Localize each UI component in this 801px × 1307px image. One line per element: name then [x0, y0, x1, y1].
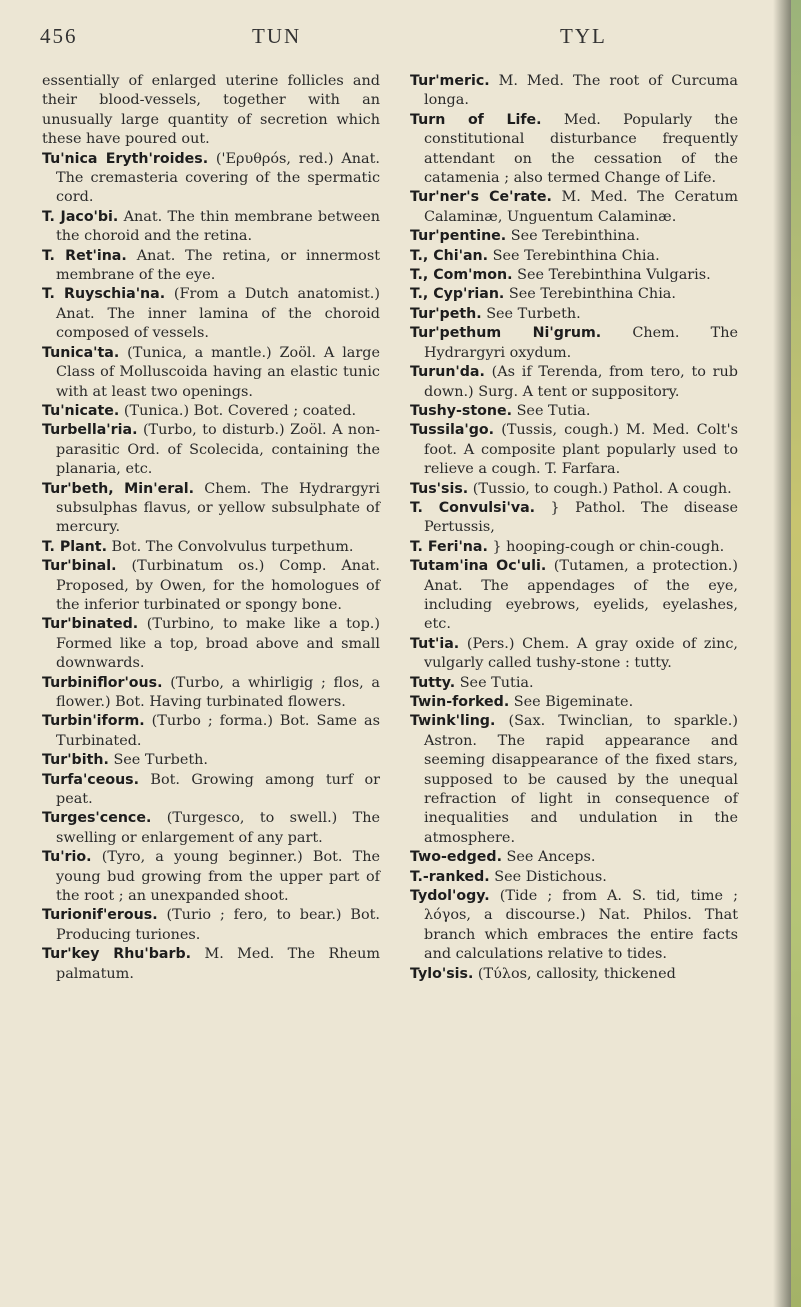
entry-definition: See Tutia.	[459, 674, 534, 691]
dictionary-entry	[42, 402, 380, 421]
dictionary-entry	[42, 421, 380, 479]
dictionary-entry	[42, 150, 380, 208]
dictionary-entry	[410, 188, 738, 227]
dictionary-entry	[410, 72, 738, 111]
book-edge	[791, 0, 801, 1307]
entry-definition: (Turbino, to make like a top.) Formed like a top, broad above and small downwards.	[56, 616, 380, 672]
entry-headword: Tur'peth.	[410, 305, 482, 322]
entry-headword: Tur'binal.	[42, 558, 117, 575]
dictionary-entry	[410, 693, 738, 712]
dictionary-entry	[42, 751, 380, 770]
entry-definition: (Turio ; fero, to bear.) Bot. Producing turiones.	[56, 907, 380, 943]
entry-headword: T. Ret'ina.	[42, 247, 127, 264]
entry-headword: T. Plant.	[42, 538, 107, 555]
dictionary-entry	[42, 72, 380, 150]
entry-definition: Med. Popularly the constitutional disturbance frequently attendant on the cessation of the catamenia ; also termed Change of Life.	[424, 111, 739, 187]
entry-headword: T. Feri'na.	[410, 538, 488, 555]
entry-definition: See Terebinthina Chia.	[492, 247, 660, 264]
entry-headword: Turionif'erous.	[42, 907, 158, 924]
dictionary-entry	[410, 111, 738, 189]
entry-headword: Tut'ia.	[410, 635, 460, 652]
dictionary-entry	[42, 674, 380, 713]
entry-headword: Tur'key Rhu'barb.	[42, 946, 192, 963]
entry-headword: Twink'ling.	[410, 713, 496, 730]
entry-definition: (Τύλοs, callosity, thickened	[477, 965, 676, 982]
entry-definition: See Anceps.	[506, 849, 596, 866]
entry-headword: Tutam'ina Oc'uli.	[410, 558, 547, 575]
entry-definition: (Turbinatum os.) Comp. Anat. Proposed, by Owen, for the homologues of the inferior turbinated or spongy bone.	[56, 558, 381, 613]
entry-definition: Bot. The Convolvulus turpethum.	[111, 538, 354, 555]
entry-definition: (Tutamen, a protection.) Anat. The appendages of the eye, including eyebrows, eyelids, eyelashes, etc.	[424, 558, 738, 633]
entry-definition: See Terebinthina Vulgaris.	[517, 267, 711, 284]
entry-headword: Tur'ner's Ce'rate.	[410, 189, 552, 206]
entry-headword: Turbin'iform.	[42, 713, 145, 730]
entry-headword: T. Convulsi'va.	[410, 499, 536, 516]
entry-definition: (Tunica.) Bot. Covered ; coated.	[123, 402, 357, 419]
entry-definition: Anat. The thin membrane between the choroid and the retina.	[56, 208, 380, 245]
dictionary-entry	[410, 247, 738, 266]
dictionary-entry	[42, 208, 380, 247]
dictionary-entry	[42, 809, 380, 848]
entry-definition: Chem. The Hydrargyri subsulphas flavus, or yellow subsulphate of mercury.	[56, 480, 381, 536]
entry-definition: (Turgesco, to swell.) The swelling or enlargement of any part.	[56, 810, 381, 846]
entry-definition: (Turbo ; forma.) Bot. Same as Turbinated.	[56, 713, 381, 749]
entry-headword: T. Ruyschia'na.	[42, 286, 166, 303]
entry-headword: Tur'beth, Min'eral.	[42, 480, 195, 497]
dictionary-entry	[410, 285, 738, 304]
entry-definition: M. Med. The Ceratum Calaminæ, Unguentum Calaminæ.	[424, 189, 739, 225]
dictionary-entry	[410, 480, 738, 499]
dictionary-entry	[42, 285, 380, 343]
dictionary-entry	[410, 227, 738, 246]
entry-definition: See Turbeth.	[113, 752, 209, 769]
dictionary-entry	[410, 421, 738, 479]
entry-definition: (Tyro, a young beginner.) Bot. The young bud growing from the upper part of the root ; an unexpanded shoot.	[56, 849, 381, 905]
entry-headword: Tushy-stone.	[410, 402, 512, 419]
entry-headword: Tutty.	[410, 674, 456, 691]
entry-definition: See Terebinthina.	[510, 228, 640, 245]
dictionary-entry	[410, 266, 738, 285]
entry-definition: } hooping-cough or chin-cough.	[492, 538, 725, 555]
dictionary-entry	[42, 344, 380, 402]
dictionary-entry	[42, 615, 380, 673]
dictionary-entry	[42, 712, 380, 751]
dictionary-entry	[42, 247, 380, 286]
entry-headword: T., Com'mon.	[410, 267, 513, 284]
entry-headword: Turn of Life.	[410, 111, 542, 128]
entry-definition: Bot. Growing among turf or peat.	[56, 771, 380, 808]
dictionary-entry	[42, 538, 380, 557]
entry-definition: See Terebinthina Chia.	[508, 286, 676, 303]
entry-headword: Tur'binated.	[42, 616, 139, 633]
entry-definition: Chem. The Hydrargyri oxydum.	[424, 325, 738, 361]
entry-headword: Tu'nicate.	[42, 402, 120, 419]
dictionary-entry	[410, 499, 738, 538]
entry-headword: Tydol'ogy.	[410, 888, 490, 905]
entry-definition: } Pathol. The disease Pertussis,	[424, 499, 739, 536]
entry-headword: Two-edged.	[410, 849, 502, 866]
entry-headword: Turbiniflor'ous.	[42, 674, 163, 691]
entry-headword: Tur'meric.	[410, 73, 490, 89]
entry-headword: Tunica'ta.	[42, 344, 120, 361]
dictionary-entry	[410, 674, 738, 693]
dictionary-entry	[410, 965, 738, 984]
entry-headword: T. Jaco'bi.	[42, 208, 119, 225]
right-running-head: TYL	[560, 24, 607, 48]
entry-headword: Tur'pentine.	[410, 228, 507, 245]
entry-definition: (Pers.) Chem. A gray oxide of zinc, vulgarly called tushy-stone : tutty.	[424, 635, 738, 672]
entry-headword: Tussila'go.	[410, 422, 495, 439]
entry-definition: (Turbo, to disturb.) Zoöl. A non-parasitic Ord. of Scolecida, containing the planaria, etc.	[56, 422, 380, 478]
dictionary-entry	[410, 557, 738, 635]
entry-headword: T.-ranked.	[410, 868, 490, 885]
dictionary-entry	[42, 945, 380, 984]
dictionary-entry	[410, 305, 738, 324]
left-running-head: TUN	[252, 24, 302, 48]
entry-definition: (Tussis, cough.) M. Med. Colt's foot. A composite plant popularly used to relieve a cough. T. Farfara.	[424, 422, 738, 478]
dictionary-entry	[42, 557, 380, 615]
entry-headword: Turbella'ria.	[42, 422, 138, 439]
entry-definition: See Turbeth.	[486, 305, 581, 322]
entry-definition: See Bigeminate.	[513, 694, 634, 710]
entry-definition: ('Ερυθρόs, red.) Anat. The cremasteria covering of the spermatic cord.	[56, 150, 380, 206]
entry-definition: Anat. The retina, or innermost membrane of the eye.	[56, 247, 381, 284]
entry-definition: (Tide ; from A. S. tid, time ; λόγοs, a discourse.) Nat. Philos. That branch which embraces the entire facts and calculations relative to tides.	[424, 888, 738, 963]
entry-definition: (Tussio, to cough.) Pathol. A cough.	[472, 480, 732, 497]
dictionary-entry	[410, 635, 738, 674]
entry-headword: Tylo'sis.	[410, 965, 474, 982]
left-column	[42, 72, 380, 984]
page-header	[40, 24, 741, 64]
dictionary-entry	[42, 906, 380, 945]
dictionary-entry	[410, 887, 738, 965]
entry-definition: See Distichous.	[494, 868, 607, 885]
dictionary-entry	[42, 771, 380, 810]
entry-headword: Tu'rio.	[42, 849, 92, 866]
entry-headword: Turun'da.	[410, 364, 485, 381]
entry-headword: Turfa'ceous.	[42, 771, 140, 788]
entry-definition: (As if Terenda, from tero, to rub down.) Surg. A tent or suppository.	[424, 364, 738, 400]
entry-definition: (Tunica, a mantle.) Zoöl. A large Class of Molluscoida having an elastic tunic with at least two openings.	[56, 344, 380, 400]
entry-definition: M. Med. The Rheum palmatum.	[56, 946, 380, 982]
entry-definition: (Turbo, a whirligig ; flos, a flower.) Bot. Having turbinated flowers.	[56, 674, 380, 710]
entry-headword: T., Chi'an.	[410, 247, 489, 264]
dictionary-entry	[42, 848, 380, 906]
entry-headword: Twin-forked.	[410, 694, 510, 710]
entry-definition: essentially of enlarged uterine follicles and their blood-vessels, together with an unusually large quantity of secretion which these have poured out.	[42, 73, 380, 148]
entry-headword: Tus'sis.	[410, 480, 469, 497]
entry-headword: Turges'cence.	[42, 810, 152, 827]
dictionary-entry	[410, 363, 738, 402]
dictionary-entry	[42, 480, 380, 538]
entry-definition: (From a Dutch anatomist.) Anat. The inner lamina of the choroid composed of vessels.	[56, 286, 380, 342]
page-number: 456	[40, 24, 78, 48]
dictionary-entry	[410, 868, 738, 887]
entry-headword: T., Cyp'rian.	[410, 286, 505, 303]
entry-headword: Tur'pethum Ni'grum.	[410, 325, 602, 342]
dictionary-entry	[410, 848, 738, 867]
dictionary-entry	[410, 402, 738, 421]
right-column	[410, 72, 738, 984]
entry-definition: (Sax. Twinclian, to sparkle.) Astron. The rapid appearance and seeming disappearance of the fixed stars, supposed to be caused by the unequal refraction of light in consequence of inequalities and undulation in the atmosphere.	[424, 713, 738, 846]
entry-headword: Tu'nica Eryth'roides.	[42, 150, 209, 167]
dictionary-entry	[410, 324, 738, 363]
dictionary-entry	[410, 712, 738, 848]
entry-definition: M. Med. The root of Curcuma longa.	[424, 73, 739, 109]
dictionary-entry	[410, 538, 738, 557]
entry-definition: See Tutia.	[516, 402, 591, 419]
entry-headword: Tur'bith.	[42, 752, 109, 769]
